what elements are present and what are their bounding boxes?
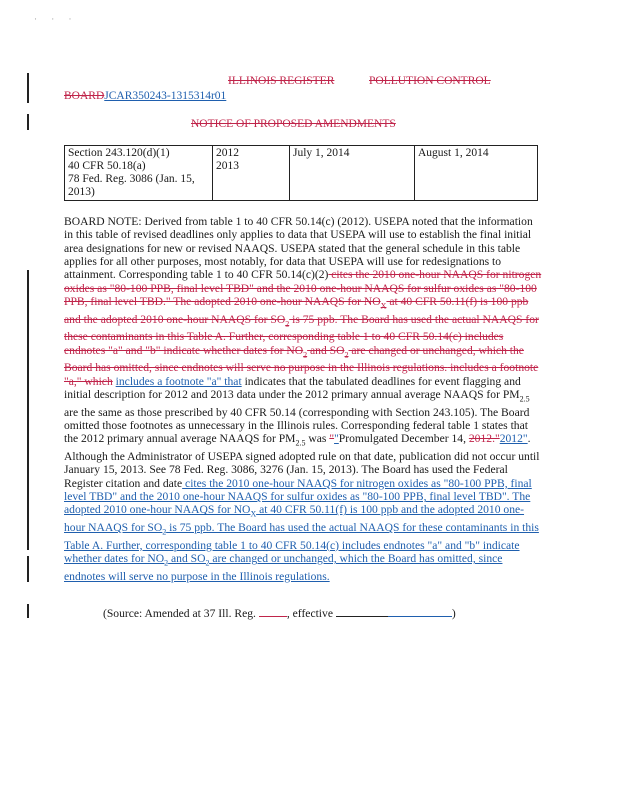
table-cell-citation: Section 243.120(d)(1) 40 CFR 50.18(a) 78 Fed. Reg. 3086 (Jan. 15, 2013) [65,146,213,201]
change-bar [27,73,29,103]
deleted-text: cites the 2010 one-hour NAAQS for nitrogen oxides as "80-100 PPB, final level TBD" and the 2010 one-hour NAAQS for sulfur oxides as "80-100 PPB, final level TBD." The adopted 2010 one-hour NAAQS for $NO_X$ at 40 CFR 50.11(f) is 100 ppb and the adopted 2010 one-hour NAAQS for $SO_2$ is 75 ppb. The Board has used the actual NAAQS for these contaminants in this Table A. Further, corresponding table 1 to 40 CFR 50.14(c) includes endnotes "a" and "b" indicate whether dates for $NO_2$ and $SO_2$ are changed or unchanged, which the Board has omitted, since endnotes will serve no purpose in the Illinois regulations. [64,268,542,375]
deleted-text: 2012." [468,432,500,446]
notice-title: NOTICE OF PROPOSED AMENDMENTS [191,118,396,130]
table-cell-flagging-date: July 1, 2014 [290,146,415,201]
inserted-text: 2012" [499,432,528,446]
change-bar [27,556,29,582]
change-bar [27,604,29,618]
table-cell-description-date: August 1, 2014 [415,146,538,201]
schedule-table [64,145,538,201]
deleted-text: " [329,432,335,446]
header-code: JCAR350243-1315314r01 [104,90,227,102]
change-bar [27,114,29,130]
table-cell-years: 2012 2013 [213,146,290,201]
board-note: BOARD NOTE: Derived from table 1 to 40 CFR 50.14(c) (2012). USEPA noted that the information in this table of revised deadlines only applies to data that USEPA will use to establish the final initial area designations for new or revised NAAQS. USEPA stated that the general schedule in this table applies for all other purposes, most notably, for data that USEPA will use for redesignations to attainment. Corresponding table 1 to 40 CFR 50.14(c)(2) cites the 2010 one-hour NAAQS for nitrogen oxides as "80-100 PPB, final level TBD" and the 2010 one-hour NAAQS for sulfur oxides as "80-100 PPB, final level TBD." The adopted 2010 one-hour NAAQS for $NO_X$ at 40 CFR 50.11(f) is 100 ppb and the adopted 2010 one-hour NAAQS for $SO_2$ is 75 ppb. The Board has used the actual NAAQS for these contaminants in this Table A. Further, corresponding table 1 to 40 CFR 50.14(c) includes endnotes "a" and "b" indicate whether dates for $NO_2$ and $SO_2$ are changed or unchanged, which the Board has omitted, since endnotes will serve no purpose in the Illinois regulations. includes a footnote "a," which includes a footnote "a" that indicates that the tabulated deadlines for event flagging and initial description for 2012 and 2013 data under the 2012 primary annual average NAAQS for $PM_{2.5}$ are the same as those prescribed by 40 CFR 50.14 (corresponding with Section 243.105). The Board omitted those footnotes as unnecessary in the Illinois rules. Corresponding federal table 1 states that the 2012 primary annual average NAAQS for $PM_{2.5}$ was ""Promulgated December 14, 2012."2012". Although the Administrator of USEPA signed adopted rule on that date, publication did not occur until January 15, 2013. See 78 Fed. Reg. 3086, 3276 (Jan. 15, 2013). The Board has used the Federal Register citation and date cites the 2010 one-hour NAAQS for nitrogen oxides as "80-100 PPB, final level TBD" and the 2010 one-hour NAAQS for sulfur oxides as "80-100 PPB, final level TBD". The adopted 2010 one-hour NAAQS for $NO_X$ at 40 CFR 50.11(f) is 100 ppb and the adopted 2010 one-hour NAAQS for $SO_2$ is 75 ppb. The Board has used the actual NAAQS for these contaminants in this Table A. Further, corresponding table 1 to 40 CFR 50.14(c) includes endnotes "a" and "b" indicate whether dates for $NO_2$ and $SO_2$ are changed or unchanged, which the Board has omitted, since endnotes will serve no purpose in the Illinois regulations. [64,215,542,583]
table-row [65,146,538,201]
deleted-text: includes a footnote "a," which [64,361,539,388]
change-bar [27,270,29,550]
effective-blank-ins [388,606,452,617]
inserted-text: " [334,432,339,446]
header-register: ILLINOIS REGISTER [228,75,335,87]
inserted-text: cites the 2010 one-hour NAAQS for nitrogen oxides as "80-100 PPB, final level TBD" and the 2010 one-hour NAAQS for sulfur oxides as "80-100 PPB, final level TBD". The adopted 2010 one-hour NAAQS for $NO_X$ at 40 CFR 50.11(f) is 100 ppb and the adopted 2010 one-hour NAAQS for $SO_2$ is 75 ppb. The Board has used the actual NAAQS for these contaminants in this Table A. Further, corresponding table 1 to 40 CFR 50.14(c) includes endnotes "a" and "b" indicate whether dates for $NO_2$ and $SO_2$ are changed or unchanged, which the Board has omitted, since endnotes will serve no purpose in the Illinois regulations. [64,476,539,583]
effective-blank [336,606,388,617]
register-blank [259,606,287,617]
header-board: BOARD [64,90,105,102]
scan-specks: · · · [34,14,78,24]
header-board-line [64,90,226,102]
source-note: (Source: Amended at 37 Ill. Reg. , effective ) [103,607,456,620]
header-pollution: POLLUTION CONTROL [369,75,491,87]
inserted-text: includes a footnote "a" that [115,374,242,388]
